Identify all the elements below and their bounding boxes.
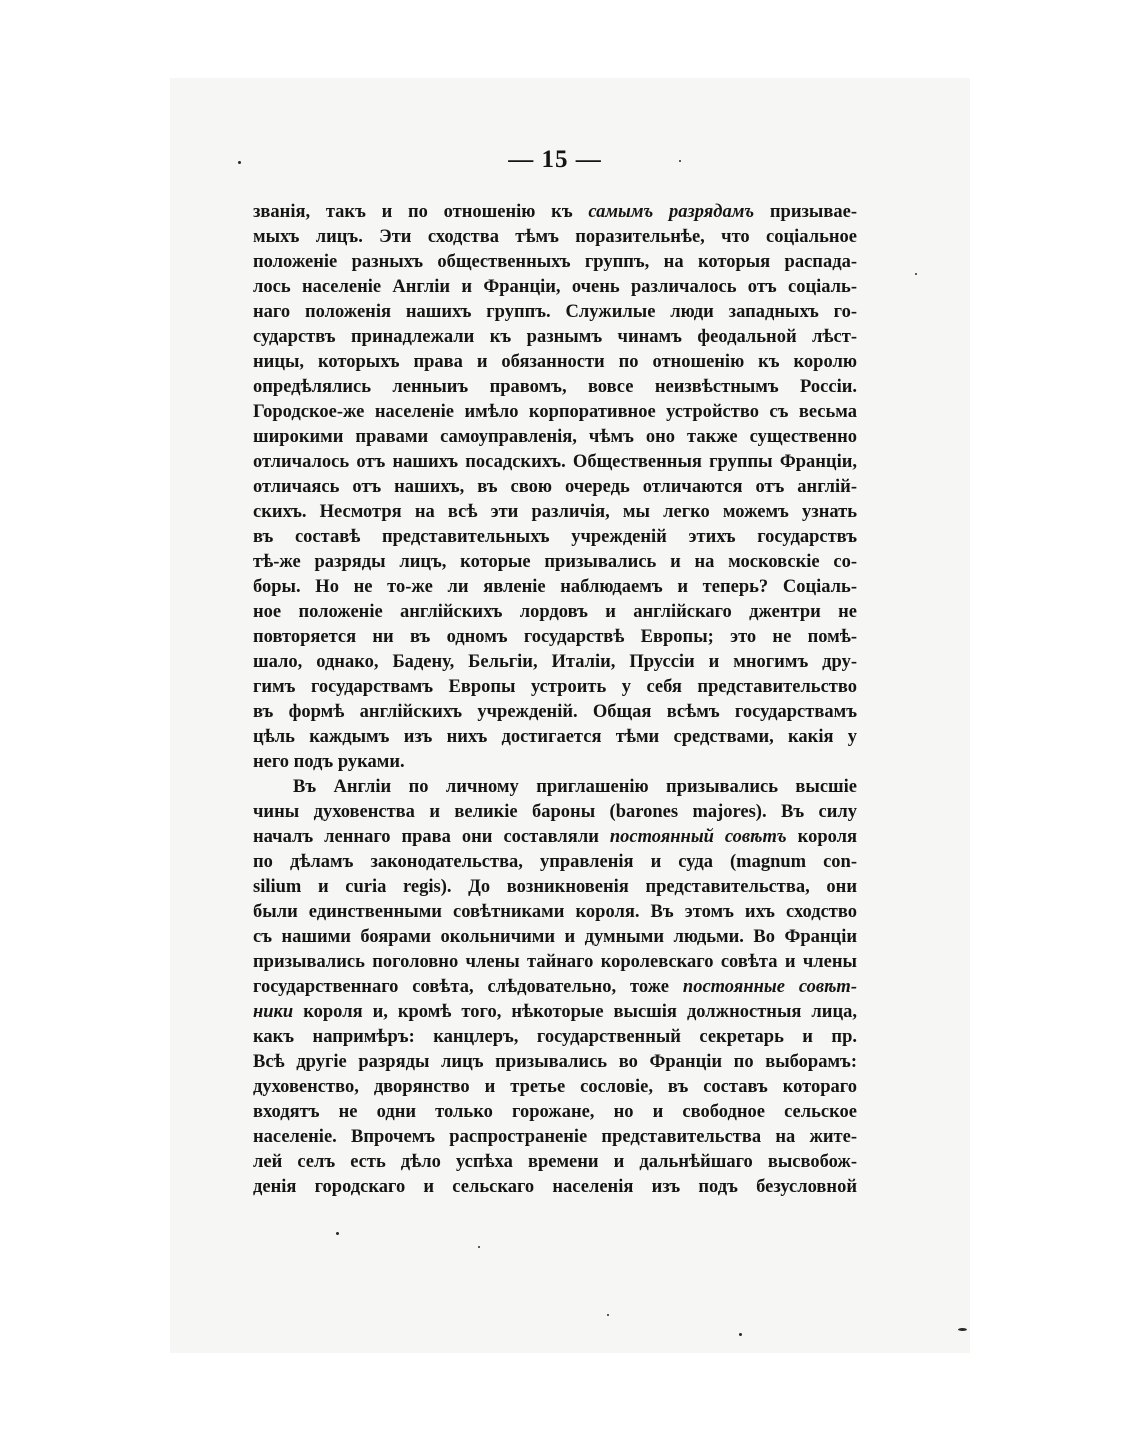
- text-line: [253, 625, 857, 650]
- text-line: [253, 300, 857, 325]
- line-text: въ составѣ представительныхъ учрежденій этихъ государствъ: [253, 527, 857, 547]
- line-text: отличалось отъ нашихъ посадскихъ. Общественныя группы Франціи,: [253, 452, 857, 472]
- text-line: [253, 800, 857, 825]
- line-text: Въ Англіи по личному приглашенію призывались высшіе: [293, 777, 857, 797]
- line-text: съ нашими боярами окольничими и думными людьми. Во Франціи: [253, 927, 857, 947]
- text-line: [253, 900, 857, 925]
- text-line: [253, 975, 857, 1000]
- scan-speck: [238, 161, 241, 164]
- text-line: [253, 1175, 857, 1200]
- text-line: [253, 200, 857, 225]
- line-text: повторяется ни въ одномъ государствѣ Европы; это не помѣ-: [253, 627, 857, 647]
- line-text: Всѣ другіе разряды лицъ призывались во Франціи по выборамъ:: [253, 1052, 857, 1072]
- line-text: какъ напримѣръ: канцлеръ, государственный секретарь и пр.: [253, 1027, 857, 1047]
- line-text: цѣль каждымъ изъ нихъ достигается тѣми средствами, какія у: [253, 727, 857, 747]
- text-line: [253, 1025, 857, 1050]
- line-text: лей селъ есть дѣло успѣха времени и дальнѣйшаго высвобож-: [253, 1152, 857, 1172]
- text-line: [253, 225, 857, 250]
- text-line: [253, 650, 857, 675]
- text-line: [253, 525, 857, 550]
- text-line: [253, 950, 857, 975]
- text-line: [253, 1050, 857, 1075]
- line-text: призывались поголовно члены тайнаго королевскаго совѣта и члены: [253, 952, 857, 972]
- line-text: населеніе. Впрочемъ распространеніе представительства на жите-: [253, 1127, 857, 1147]
- line-text: скихъ. Несмотря на всѣ эти различія, мы легко можемъ узнать: [253, 502, 857, 522]
- line-text: него подъ руками.: [253, 752, 405, 772]
- line-text: боры. Но не то-же ли явленіе наблюдаемъ и теперь? Соціаль-: [253, 577, 857, 597]
- text-line: [253, 325, 857, 350]
- text-line: [253, 375, 857, 400]
- italic-text: ники: [253, 1002, 294, 1022]
- line-text: ное положеніе англійскихъ лордовъ и англійскаго джентри не: [253, 602, 857, 622]
- scan-speck: [915, 273, 917, 275]
- text-line: [253, 1150, 857, 1175]
- line-text: гимъ государствамъ Европы устроить у себя представительство: [253, 677, 857, 697]
- italic-text: самымъ разрядамъ: [588, 202, 755, 222]
- line-text: мыхъ лицъ. Эти сходства тѣмъ поразительнѣе, что соціальное: [253, 227, 857, 247]
- line-text: началъ леннаго права они составляли: [253, 827, 610, 847]
- text-line: [253, 600, 857, 625]
- line-text: короля и, кромѣ того, нѣкоторые высшія должностныя лица,: [293, 1002, 857, 1022]
- text-line: [253, 725, 857, 750]
- line-text: шало, однако, Бадену, Бельгіи, Италіи, Пруссіи и многимъ дру-: [253, 652, 857, 672]
- scan-speck: [607, 1314, 609, 1316]
- italic-text: постоянные совѣт-: [682, 977, 857, 997]
- line-text: входятъ не одни только горожане, но и свободное сельское: [253, 1102, 857, 1122]
- line-text: званія, такъ и по отношенію къ: [253, 202, 589, 222]
- line-text: положеніе разныхъ общественныхъ группъ, на которыя распада-: [253, 252, 857, 272]
- line-text: silium и curia regis). До возникновенія представительства, они: [253, 877, 857, 897]
- line-text: отличаясь отъ нашихъ, въ свою очередь отличаются отъ англій-: [253, 477, 857, 497]
- scan-speck: [478, 1246, 480, 1248]
- line-text: призывае-: [754, 202, 857, 222]
- scan-speck: [958, 1328, 967, 1331]
- scan-speck: [336, 1232, 339, 1235]
- line-text: широкими правами самоуправленія, чѣмъ оно также существенно: [253, 427, 857, 447]
- line-text: Городское-же населеніе имѣло корпоративное устройство съ весьма: [253, 402, 857, 422]
- text-line: [253, 875, 857, 900]
- text-line: [253, 925, 857, 950]
- line-text: были единственными совѣтниками короля. Въ этомъ ихъ сходство: [253, 902, 857, 922]
- text-line: [253, 675, 857, 700]
- line-text: ницы, которыхъ права и обязанности по отношенію къ королю: [253, 352, 857, 372]
- text-line: [253, 700, 857, 725]
- text-line: [253, 775, 857, 800]
- line-text: опредѣлялись ленныиъ правомъ, вовсе неизвѣстнымъ Россіи.: [253, 377, 857, 397]
- text-line: [253, 750, 857, 775]
- page-number: — 15 —: [508, 146, 602, 173]
- line-text: чины духовенства и великіе бароны (barones majores). Въ силу: [253, 802, 857, 822]
- italic-text: постоянный совѣтъ: [609, 827, 787, 847]
- text-line: [253, 350, 857, 375]
- line-text: въ формѣ англійскихъ учрежденій. Общая всѣмъ государствамъ: [253, 702, 857, 722]
- text-line: [253, 825, 857, 850]
- text-line: [253, 1100, 857, 1125]
- line-text: наго положенія нашихъ группъ. Служилые люди западныхъ го-: [253, 302, 857, 322]
- line-text: по дѣламъ законодательства, управленія и суда (magnum con-: [253, 852, 857, 872]
- text-line: [253, 550, 857, 575]
- line-text: лось населеніе Англіи и Франціи, очень различалось отъ соціаль-: [253, 277, 857, 297]
- line-text: сударствъ принадлежали къ разнымъ чинамъ феодальной лѣст-: [253, 327, 857, 347]
- text-line: [253, 475, 857, 500]
- text-line: [253, 575, 857, 600]
- text-line: [253, 250, 857, 275]
- text-line: [253, 275, 857, 300]
- text-line: [253, 425, 857, 450]
- text-line: [253, 1125, 857, 1150]
- text-line: [253, 850, 857, 875]
- text-line: [253, 450, 857, 475]
- text-line: [253, 1075, 857, 1100]
- text-line: [253, 1000, 857, 1025]
- line-text: государственнаго совѣта, слѣдовательно, тоже: [253, 977, 683, 997]
- line-text: духовенство, дворянство и третье сословіе, въ составъ котораго: [253, 1077, 857, 1097]
- scan-speck: [679, 160, 681, 162]
- line-text: короля: [786, 827, 857, 847]
- line-text: тѣ-же разряды лицъ, которые призывались и на московскіе со-: [253, 552, 857, 572]
- text-line: [253, 500, 857, 525]
- text-line: [253, 400, 857, 425]
- body-text: [253, 200, 857, 1200]
- scan-speck: [739, 1333, 742, 1336]
- line-text: денія городскаго и сельскаго населенія изъ подъ безусловной: [253, 1177, 857, 1197]
